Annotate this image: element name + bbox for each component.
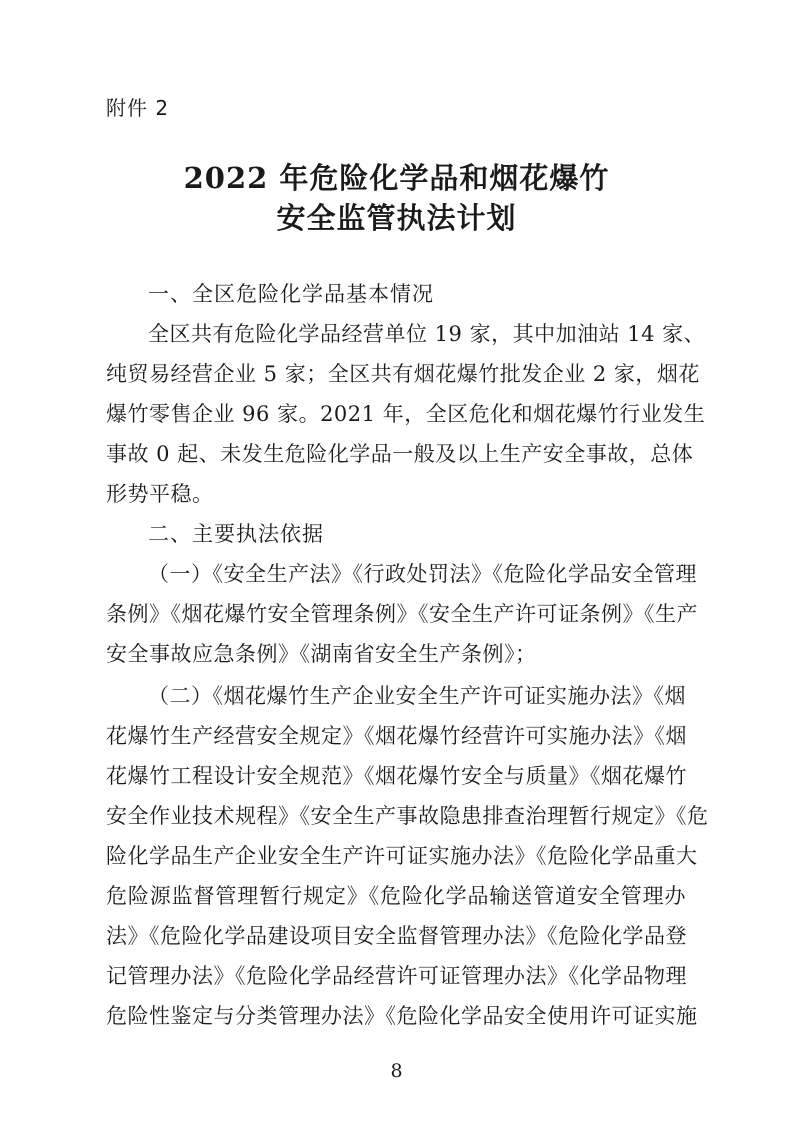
section-1-line: 全区共有危险化学品经营单位 19 家，其中加油站 14 家、 [148, 322, 706, 346]
attachment-label: 附件 2 [106, 96, 170, 120]
section-2-item-2-line: 危险性鉴定与分类管理办法》《危险化学品安全使用许可证实施 [106, 1004, 698, 1028]
section-2-item-1-line: 条例》《烟花爆竹安全管理条例》《安全生产许可证条例》《生产 [106, 602, 698, 626]
section-2-item-2-line: （二）《烟花爆竹生产企业安全生产许可证实施办法》《烟 [148, 684, 686, 708]
section-2-item-2-line: 法》《危险化学品建设项目安全监督管理办法》《危险化学品登 [106, 924, 687, 948]
section-1-line: 事故 0 起、未发生危险化学品一般及以上生产安全事故，总体 [106, 442, 694, 466]
page-number: 8 [390, 1060, 403, 1082]
section-1-heading: 一、全区危险化学品基本情况 [148, 282, 434, 306]
section-2-item-2-line: 花爆竹工程设计安全规范》《烟花爆竹安全与质量》《烟花爆竹 [106, 764, 687, 788]
section-2-item-2-line: 安全作业技术规程》《安全生产事故隐患排查治理暂行规定》《危 [106, 804, 709, 828]
section-2-item-2-line: 险化学品生产企业安全生产许可证实施办法》《危险化学品重大 [106, 844, 698, 868]
document-title-line-2: 安全监管执法计划 [276, 201, 517, 235]
section-2-item-2-line: 花爆竹生产经营安全规定》《烟花爆竹经营许可实施办法》《烟 [106, 724, 687, 748]
section-1-line: 纯贸易经营企业 5 家；全区共有烟花爆竹批发企业 2 家，烟花 [106, 362, 700, 386]
section-1-line: 爆竹零售企业 96 家。2021 年，全区危化和烟花爆竹行业发生 [106, 402, 706, 426]
document-title-line-1: 2022 年危险化学品和烟花爆竹 [183, 161, 610, 195]
section-2-item-2-line: 记管理办法》《危险化学品经营许可证管理办法》《化学品物理 [106, 964, 687, 988]
section-2-heading: 二、主要执法依据 [148, 522, 324, 546]
section-1-line: 形势平稳。 [106, 482, 214, 506]
section-2-item-2-line: 危险源监督管理暂行规定》《危险化学品输送管道安全管理办 [106, 884, 686, 908]
section-2-item-1-line: 安全事故应急条例》《湖南省安全生产条例》； [106, 642, 537, 666]
section-2-item-1-line: （一）《安全生产法》《行政处罚法》《危险化学品安全管理 [148, 562, 697, 586]
